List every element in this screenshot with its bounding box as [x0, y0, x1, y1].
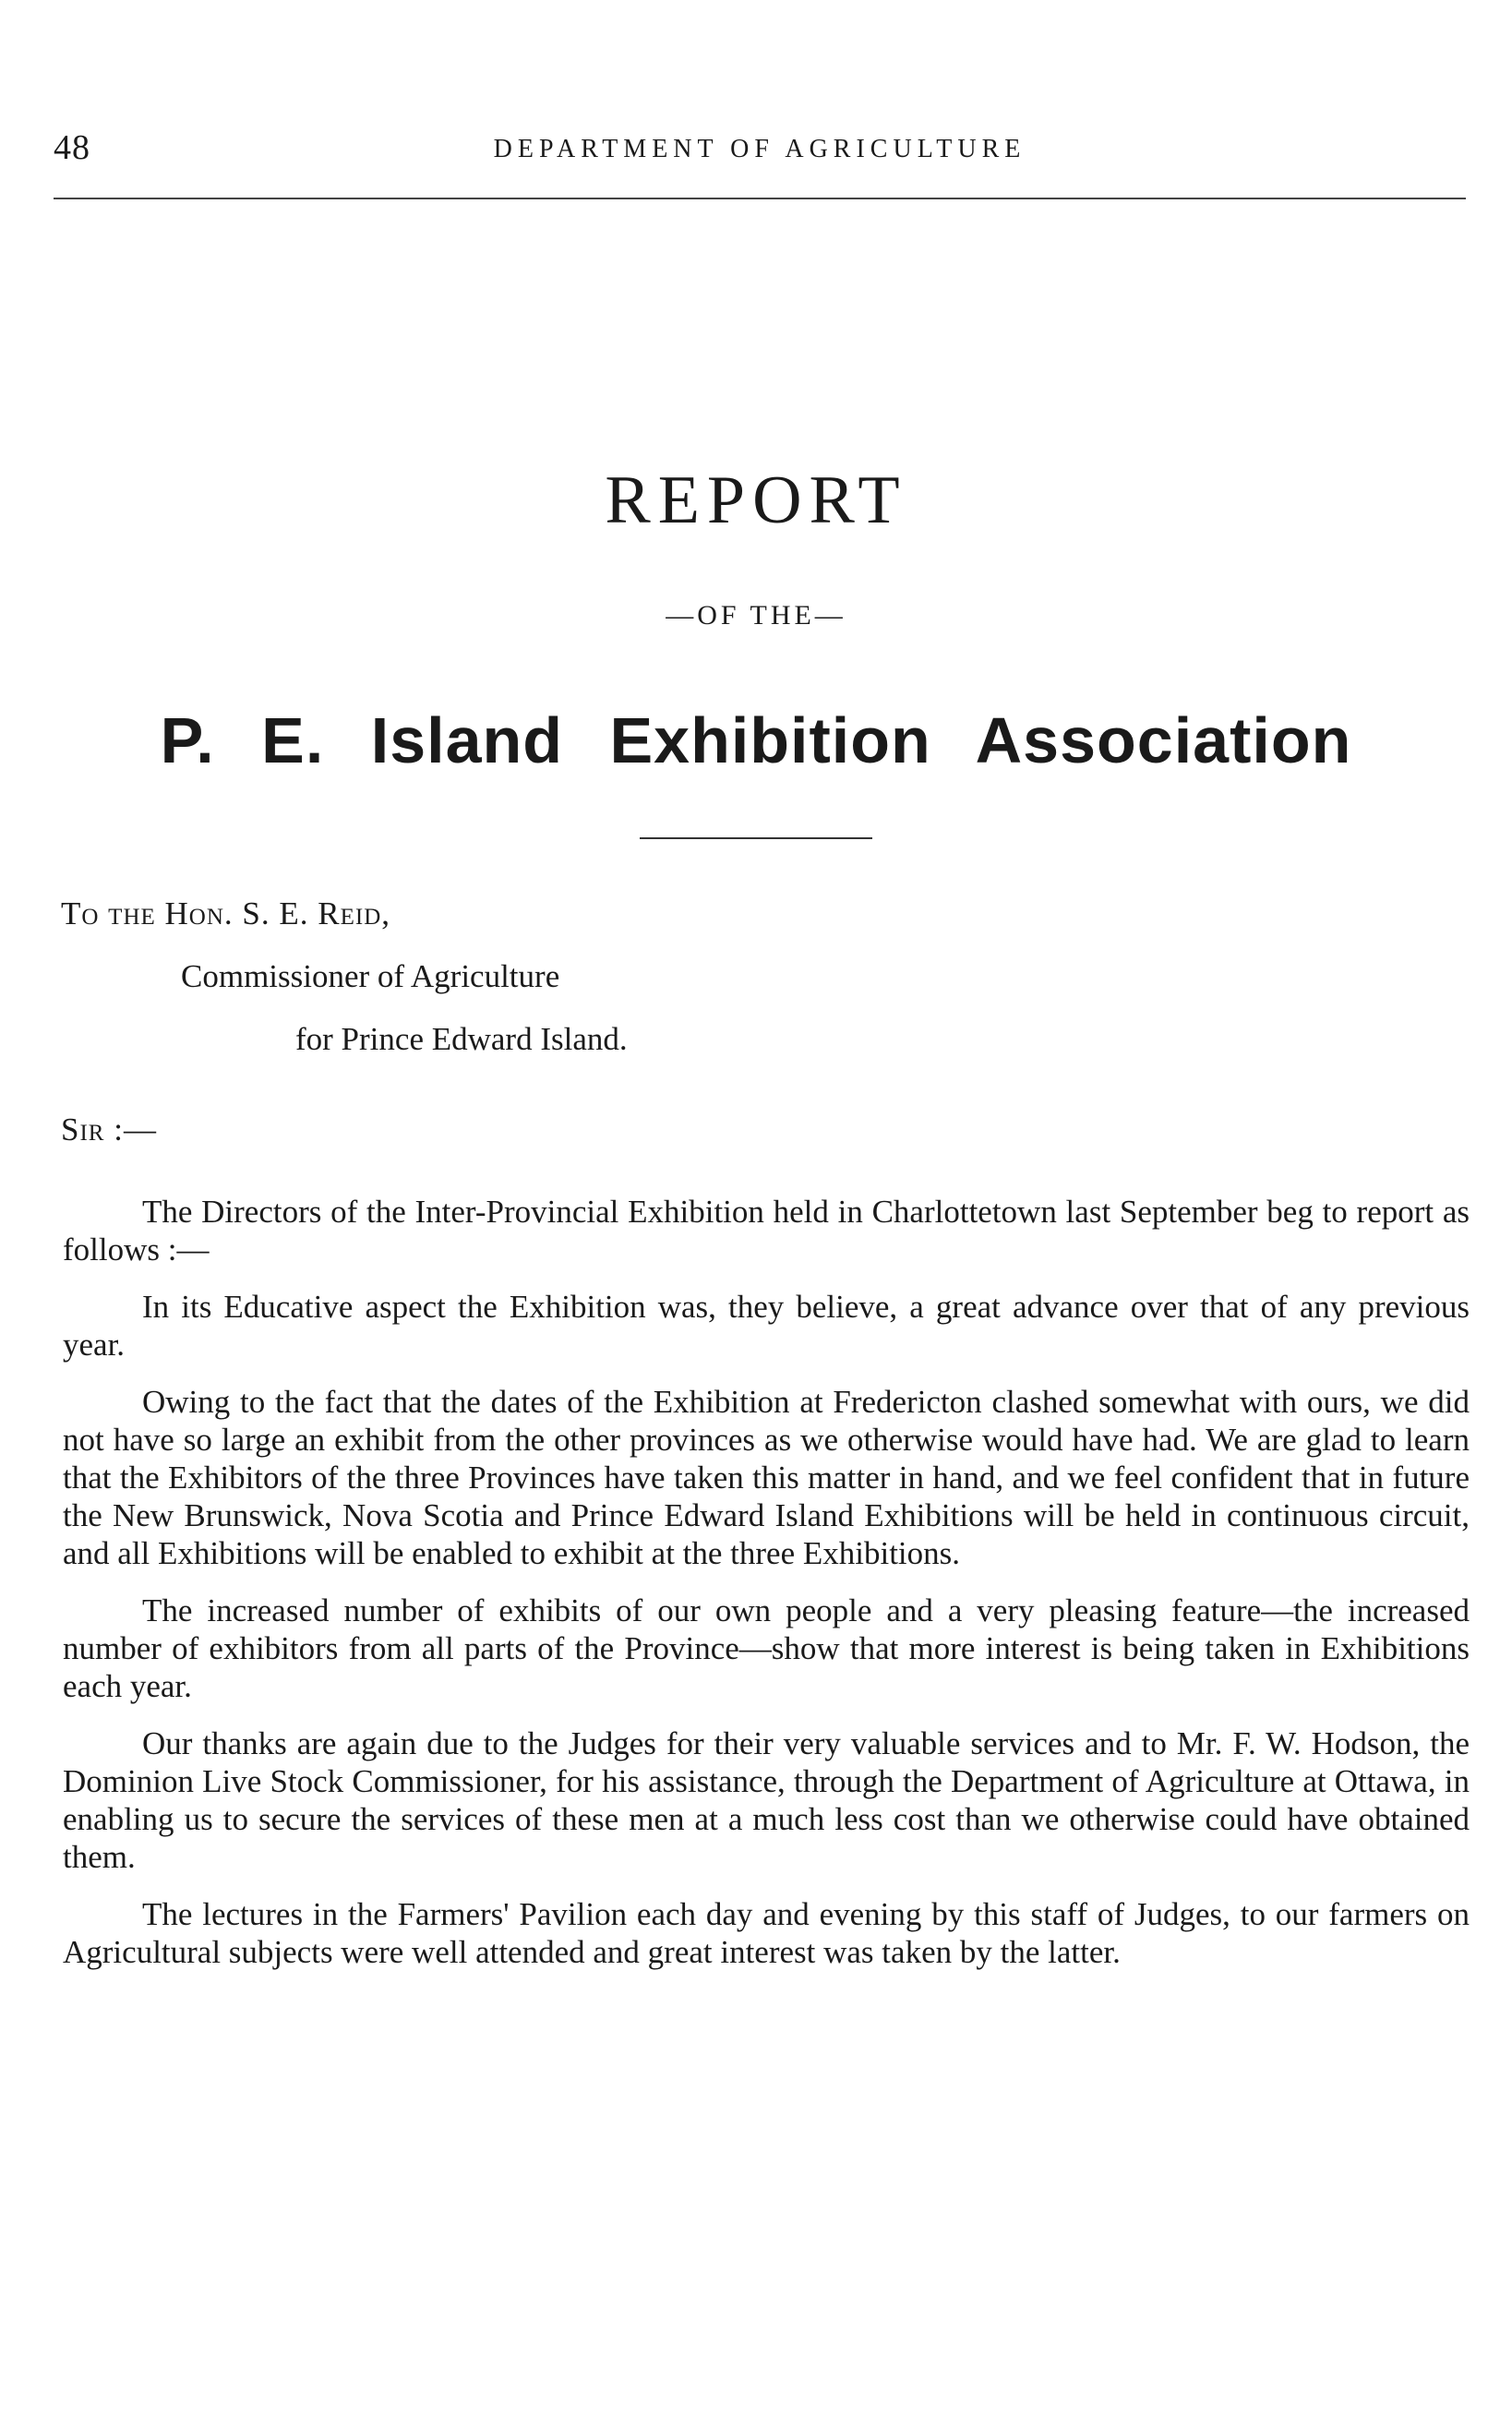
- address-line-title: Commissioner of Agriculture: [181, 958, 560, 994]
- paragraph: The lectures in the Farmers' Pavilion each day and evening by this staff of Judges, to our farmers on Agricultural subjects were well attended and great interest was taken by the latter.: [63, 1896, 1470, 1970]
- address-line-recipient: To the Hon. S. E. Reid,: [61, 895, 391, 931]
- page-number: 48: [54, 128, 90, 167]
- page-header: [54, 127, 1466, 174]
- header-rule: [54, 198, 1466, 199]
- paragraph: The increased number of exhibits of our own people and a very pleasing feature—the increased number of exhibitors from all parts of the Province—show that more interest is being taken in Exhibitions each year.: [63, 1592, 1470, 1704]
- report-body: [63, 1193, 1470, 1990]
- running-head: DEPARTMENT OF AGRICULTURE: [493, 135, 1026, 163]
- report-title: REPORT: [605, 463, 907, 538]
- paragraph: In its Educative aspect the Exhibition was, they believe, a great advance over that of any previous year.: [63, 1289, 1470, 1363]
- title-rule: [640, 837, 872, 839]
- address-line-province: for Prince Edward Island.: [295, 1021, 628, 1057]
- paragraph: Our thanks are again due to the Judges for their very valuable services and to Mr. F. W. Hodson, the Dominion Live Stock Commissioner, for his assistance, through the Department of Agriculture at Ottawa, in enabling us to secure the services of these men at a much less cost than we otherwise could have obtained them.: [63, 1725, 1470, 1875]
- paragraph: Owing to the fact that the dates of the Exhibition at Fredericton clashed somewhat with ours, we did not have so large an exhibit from the other provinces as we otherwise would have had. We are glad to learn that the Exhibitors of the three Provinces have taken this matter in hand, and we feel confident that in future the New Brunswick, Nova Scotia and Prince Edward Island Exhibitions will be held in continuous circuit, and all Exhibitions will be enabled to exhibit at the three Exhibitions.: [63, 1384, 1470, 1571]
- report-subtitle: —OF THE—: [666, 600, 846, 631]
- association-name: P. E. Island Exhibition Association: [160, 704, 1352, 776]
- paragraph: The Directors of the Inter-Provincial Exhibition held in Charlottetown last September beg to report as follows :—: [63, 1194, 1470, 1268]
- salutation: Sir :—: [61, 1111, 157, 1147]
